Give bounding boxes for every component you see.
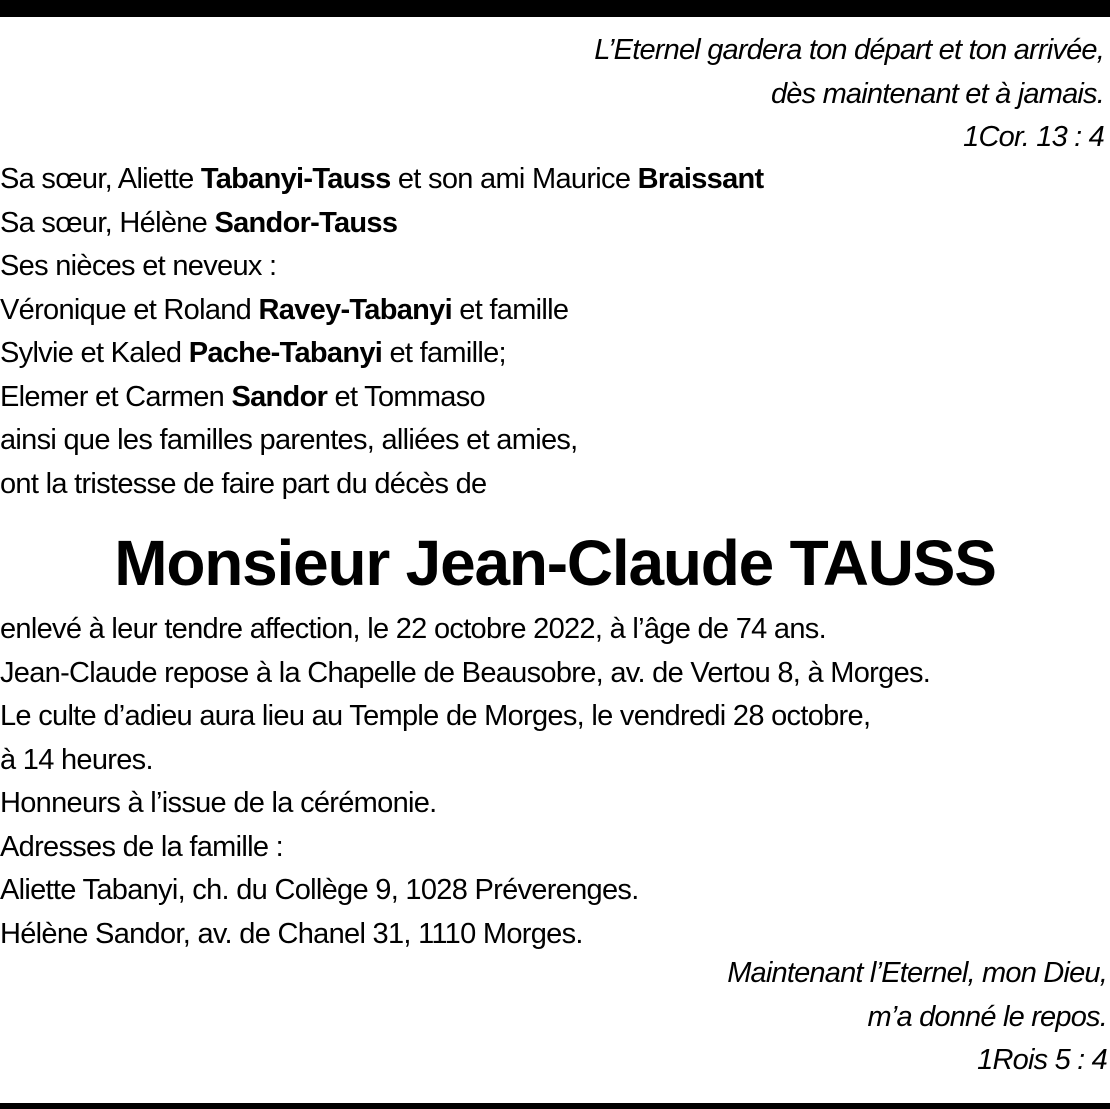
family-line: ainsi que les familles parentes, alliées et amies,	[0, 424, 578, 456]
detail-line: à 14 heures.	[0, 743, 153, 776]
family-line-text: et Tommaso	[327, 380, 485, 413]
family-surname: Sandor-Tauss	[214, 206, 398, 239]
opening-verse	[594, 29, 1104, 160]
family-line-text: et famille	[451, 293, 569, 326]
detail-line: Le culte d’adieu aura lieu au Temple de Morges, le vendredi 28 octobre,	[0, 700, 871, 732]
detail-line: Adresses de la famille :	[0, 830, 283, 863]
family-line: Ses nièces et neveux :	[0, 250, 277, 282]
family-line-text: et son ami Maurice	[390, 163, 638, 195]
family-line	[0, 289, 764, 333]
family-line-text: Sylvie et Kaled	[0, 337, 189, 369]
detail-line: Hélène Sandor, av. de Chanel 31, 1110 Morges.	[0, 917, 583, 950]
family-line	[0, 158, 764, 202]
family-surname: Sandor	[231, 380, 328, 413]
closing-verse-line-2: m’a donné le repos.	[867, 1000, 1107, 1033]
family-line-text: Elemer et Carmen	[0, 380, 232, 413]
family-line-text: et famille;	[382, 337, 506, 369]
family-line-text: Sa sœur, Hélène	[0, 206, 215, 239]
family-list	[0, 158, 764, 506]
family-line-text: Véronique et Roland	[0, 293, 259, 326]
detail-line: Aliette Tabanyi, ch. du Collège 9, 1028 Préverenges.	[0, 874, 639, 906]
opening-verse-reference: 1Cor. 13 : 4	[963, 121, 1104, 153]
family-surname: Tabanyi-Tauss	[200, 163, 391, 195]
opening-verse-line-1: L’Eternel gardera ton départ et ton arrivée,	[594, 34, 1104, 66]
family-line-text: Sa sœur, Aliette	[0, 163, 201, 195]
top-border	[0, 0, 1110, 17]
service-details	[0, 608, 930, 956]
family-line: ont la tristesse de faire part du décès de	[0, 467, 487, 500]
family-surname: Pache-Tabanyi	[188, 337, 383, 369]
detail-line: Honneurs à l’issue de la cérémonie.	[0, 787, 437, 819]
closing-verse	[727, 952, 1107, 1083]
detail-line: enlevé à leur tendre affection, le 22 octobre 2022, à l’âge de 74 ans.	[0, 613, 826, 645]
family-surname: Ravey-Tabanyi	[258, 293, 452, 326]
bottom-border	[0, 1103, 1110, 1109]
family-surname: Braissant	[637, 163, 764, 195]
family-line	[0, 332, 764, 376]
closing-verse-line-1: Maintenant l’Eternel, mon Dieu,	[727, 957, 1107, 989]
family-line	[0, 202, 764, 246]
family-line	[0, 376, 764, 420]
detail-line: Jean-Claude repose à la Chapelle de Beausobre, av. de Vertou 8, à Morges.	[0, 656, 931, 689]
deceased-name: Monsieur Jean-Claude TAUSS	[114, 527, 996, 599]
closing-verse-reference: 1Rois 5 : 4	[977, 1044, 1107, 1076]
opening-verse-line-2: dès maintenant et à jamais.	[770, 77, 1104, 110]
